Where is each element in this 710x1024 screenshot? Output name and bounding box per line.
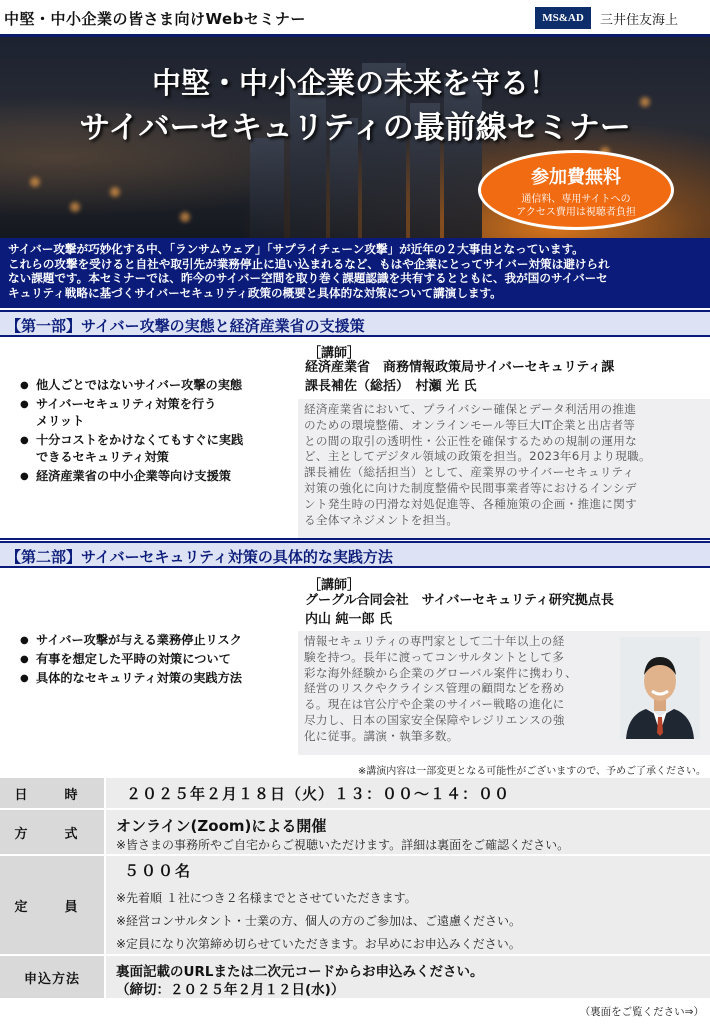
intro-line: サイバー攻撃が巧妙化する中、「ランサムウェア」「サプライチェーン攻撃」が近年の２大事由となっています。 [8, 242, 584, 256]
bokeh-light [110, 187, 120, 197]
building-shape [250, 138, 284, 238]
part1-bullet-list [20, 377, 243, 487]
method-value-cell [106, 810, 710, 854]
bio-line: のための環境整備、オンラインモール等巨大IT企業と出店者等 [304, 417, 636, 432]
bio-line: る。現在は官公庁や企業のサイバー戦略の進化に [304, 697, 565, 712]
part1-body [0, 339, 710, 540]
lecturer-name: 内山 純一郎 氏 [305, 612, 393, 627]
bokeh-light [180, 212, 190, 222]
bio-line: ント発生時の円滑な対処促進等、各種施策の企画・推進に関す [304, 496, 638, 511]
free-admission-badge [478, 150, 674, 230]
hero-title-line2: サイバーセキュリティの最前線セミナー [79, 110, 631, 146]
bio-line: 対策の強化に向けた制度整備や民間事業者等におけるインシデ [304, 480, 637, 495]
bullet-text: 十分コストをかけなくてもすぐに実践 [36, 433, 244, 447]
bio-line: 課長補佐（総括担当）として、産業界のサイバーセキュリティ [304, 465, 635, 480]
bullet-item [20, 396, 243, 430]
bio-line: 験を持つ。長年に渡ってコンサルタントとして多 [304, 649, 565, 664]
lecturer-label: ［講師］ [308, 578, 361, 593]
bullet-item: ● 経済産業省の中小企業等向け支援策 [20, 468, 243, 485]
method-sub: ※皆さまの事務所やご自宅からご視聴いただけます。詳細は裏面をご確認ください。 [116, 838, 570, 852]
apply-row [0, 954, 710, 998]
bio-line: 経営のリスクやクライシス管理の顧問などを務め [304, 681, 565, 696]
capacity-value-cell [106, 856, 710, 954]
bullet-item: ● サイバー攻撃が与える業務停止リスク [20, 632, 242, 649]
date-value-cell [106, 778, 710, 808]
see-back-link: （裏面をご覧ください⇒） [579, 1006, 704, 1018]
intro-text-block [0, 238, 710, 308]
speaker-portrait-icon [620, 637, 700, 739]
bio-line: ど、主としてデジタル領域の政策を担当。2023年6月より現職。 [304, 449, 651, 464]
intro-line: ない課題です。本セミナーでは、昨今のサイバー空間を取り巻く課題認識を共有するとともに、我が国のサイバーセ [8, 271, 608, 285]
speaker-photo [620, 637, 700, 739]
date-value: ２０２５年２月１８日（火）１３：００〜１４：００ [126, 785, 511, 803]
bullet-item [20, 432, 243, 466]
lecturer-name: 課長補佐（総括） 村瀬 光 氏 [305, 379, 477, 394]
capacity-note: ※定員になり次第締め切らせていただきます。お早めにお申込みください。 [116, 937, 521, 951]
intro-line: これらの攻撃を受けると自社や取引先が業務停止に追い込まれるなど、もはや企業にとってサイバー対策は避けられ [8, 256, 610, 271]
bullet-text: サイバーセキュリティ対策を行う [36, 397, 217, 411]
bullet-item: ● 具体的なセキュリティ対策の実践方法 [20, 670, 242, 687]
part2-bullet-list [20, 632, 242, 689]
bio-line: 彩な海外経験から企業のグローバル案件に携わり、 [304, 665, 577, 680]
bokeh-light [30, 177, 40, 187]
capacity-note: ※先着順 １社につき２名様までとさせていただきます。 [116, 891, 417, 905]
bio-line: 経済産業省において、プライバシー確保とデータ利活用の推進 [304, 402, 637, 416]
intro-line: キュリティ戦略に基づくサイバーセキュリティ政策の概要と具体的な対策について講演します。 [8, 285, 502, 300]
badge-sub1: 通信料、専用サイトへの [521, 194, 631, 205]
hero-title-line1: 中堅・中小企業の未来を守る！ [151, 66, 558, 100]
method-label: 方 式 [0, 810, 104, 854]
lecturer-org: グーグル合同会社 サイバーセキュリティ研究拠点長 [305, 593, 614, 608]
part1-heading: 【第一部】サイバー攻撃の実態と経済産業省の支援策 [0, 310, 710, 337]
date-label: 日 時 [0, 778, 104, 808]
msad-logo: MS&AD [535, 7, 591, 29]
lecturer-label: ［講師］ [308, 346, 361, 361]
bio-line: る全体マネジメントを担当。 [304, 512, 459, 527]
bio-line: 情報セキュリティの専門家として二十年以上の経 [304, 634, 565, 648]
bullet-item: ● 他人ごとではないサイバー攻撃の実態 [20, 377, 243, 394]
hero-banner [0, 37, 710, 238]
part2-body [0, 570, 710, 758]
bio-line: 尽力し、日本の国家安全保障やレジリエンスの強 [304, 712, 565, 727]
method-row [0, 808, 710, 854]
bullet-text: できるセキュリティ対策 [36, 450, 169, 464]
company-name: 三井住友海上 [600, 13, 679, 28]
apply-label: 申込方法 [0, 956, 104, 998]
bio-line: 化に従事。講演・執筆多数。 [304, 728, 459, 743]
bokeh-light [70, 202, 80, 212]
apply-deadline: （締切：２０２５年２月１２日(水)） [116, 982, 345, 998]
capacity-note: ※経営コンサルタント・士業の方、個人の方のご参加は、ご遠慮ください。 [116, 914, 521, 928]
date-row [0, 776, 710, 808]
method-value: オンライン(Zoom)による開催 [116, 817, 327, 835]
lecturer-org: 経済産業省 商務情報政策局サイバーセキュリティ課 [305, 360, 615, 375]
capacity-value: ５００名 [124, 862, 193, 880]
bio-line: との間の取引の透明性・公正性を確保するための規制の運用な [304, 433, 638, 448]
badge-sub2: アクセス費用は視聴者負担 [516, 207, 636, 218]
capacity-row [0, 854, 710, 954]
change-notice: ※講演内容は一部変更となる可能性がございますので、予めご了承ください。 [357, 766, 706, 777]
bullet-text: メリット [36, 414, 85, 428]
badge-title: 参加費無料 [531, 167, 621, 188]
apply-value-cell [106, 956, 710, 998]
lecturer-bio [304, 634, 577, 745]
top-bar [0, 0, 710, 37]
capacity-label: 定 員 [0, 856, 104, 954]
bullet-item: ● 有事を想定した平時の対策について [20, 651, 242, 668]
lecturer-bio [304, 402, 651, 528]
header-tagline: 中堅・中小企業の皆さま向けWebセミナー [4, 10, 306, 28]
part2-heading: 【第二部】サイバーセキュリティ対策の具体的な実践方法 [0, 541, 710, 568]
apply-value: 裏面記載のURLまたは二次元コードからお申込みください。 [116, 964, 484, 980]
